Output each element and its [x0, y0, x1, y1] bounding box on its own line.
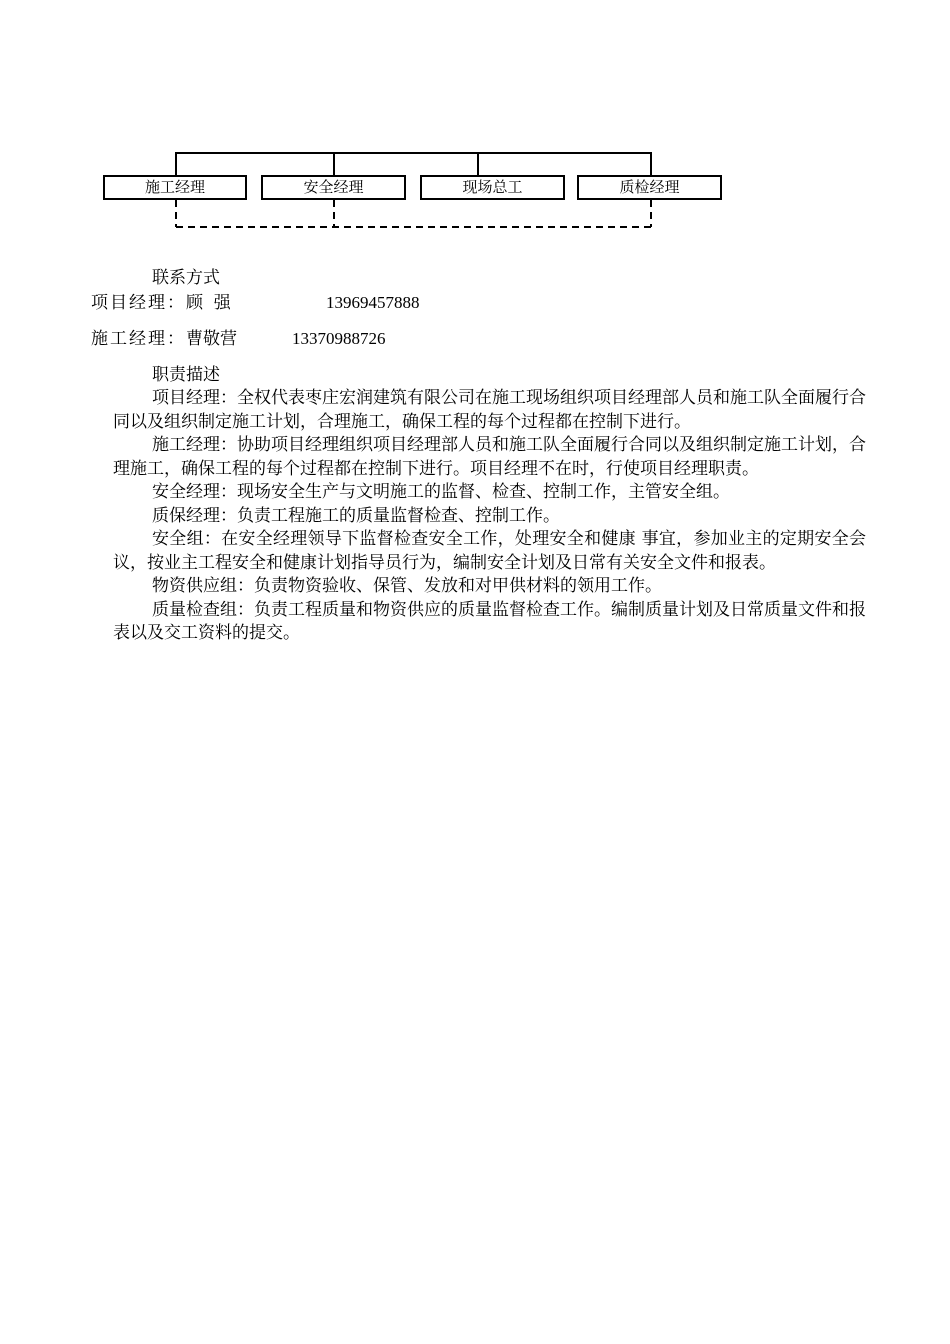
contact-heading: 联系方式	[152, 268, 220, 288]
contact-name: 顾 强	[186, 293, 231, 313]
duties-list	[113, 387, 866, 646]
org-box-label: 安全经理	[303, 178, 364, 196]
contact-name: 曹敬营	[186, 329, 237, 349]
duty-paragraph: 安全组：在安全经理领导下监督检查安全工作，处理安全和健康 事宜，参加业主的定期安全会议，按业主工程安全和健康计划指导员行为，编制安全计划及日常有关安全文件和报表。	[113, 529, 866, 573]
duty-paragraph: 物资供应组：负责物资验收、保管、发放和对甲供材料的领用工作。	[152, 576, 662, 596]
org-box-label: 现场总工	[462, 178, 523, 196]
org-box-quality-manager	[577, 175, 722, 200]
duties-heading: 职责描述	[152, 365, 220, 385]
duty-paragraph: 安全经理：现场安全生产与文明施工的监督、检查、控制工作，主管安全组。	[152, 482, 730, 502]
org-chart-connectors	[0, 0, 950, 260]
org-box-safety-manager	[261, 175, 406, 200]
contact-role: 项目经理：	[91, 293, 186, 313]
duty-paragraph: 项目经理：全权代表枣庄宏润建筑有限公司在施工现场组织项目经理部人员和施工队全面履行合同以及组织制定施工计划，合理施工，确保工程的每个过程都在控制下进行。	[113, 388, 866, 432]
org-box-label: 质检经理	[619, 178, 680, 196]
duty-paragraph: 施工经理：协助项目经理组织项目经理部人员和施工队全面履行合同以及组织制定施工计划，合理施工，确保工程的每个过程都在控制下进行。项目经理不在时，行使项目经理职责。	[113, 435, 866, 479]
org-chart	[0, 0, 950, 260]
contact-phone: 13370988726	[292, 329, 386, 348]
contact-row	[91, 327, 386, 351]
org-box-label: 施工经理	[144, 178, 205, 196]
duty-paragraph: 质量检查组：负责工程质量和物资供应的质量监督检查工作。编制质量计划及日常质量文件和报表以及交工资料的提交。	[113, 599, 866, 643]
org-box-site-chief-engineer	[420, 175, 565, 200]
contact-row	[91, 291, 420, 315]
duty-paragraph: 质保经理：负责工程施工的质量监督检查、控制工作。	[152, 505, 560, 526]
org-box-construction-manager	[103, 175, 247, 200]
contact-role: 施工经理：	[91, 329, 186, 349]
contact-phone: 13969457888	[326, 293, 420, 312]
